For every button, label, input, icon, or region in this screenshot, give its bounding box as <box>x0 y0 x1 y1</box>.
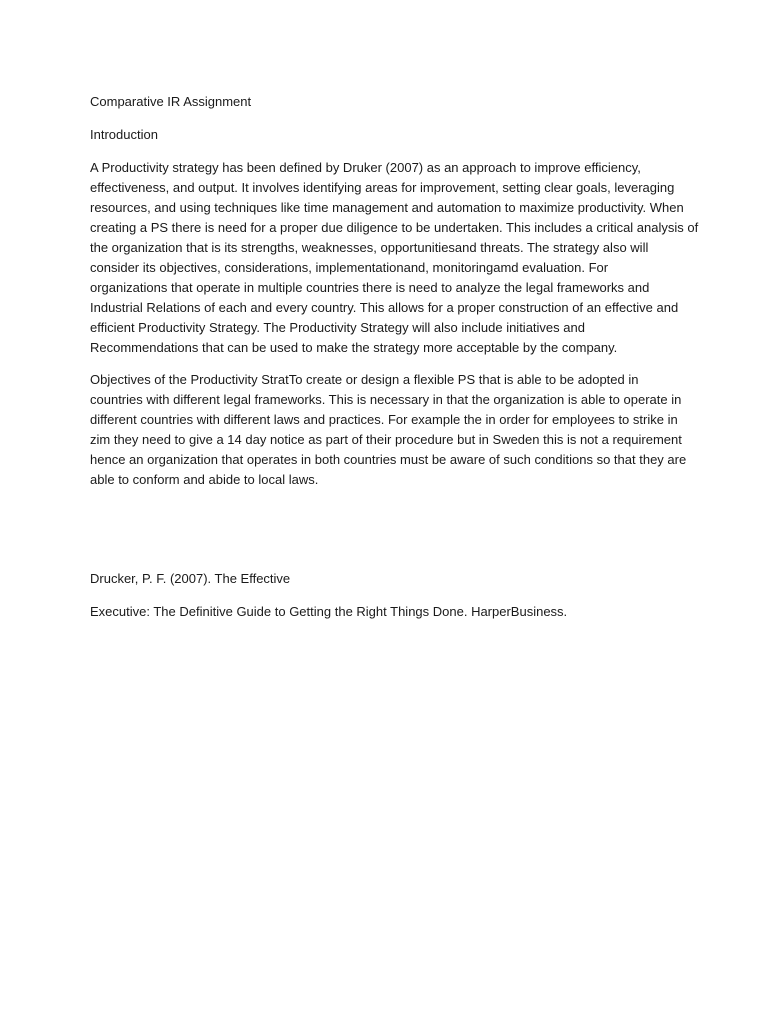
paragraph-line: Recommendations that can be used to make the strategy more acceptable by the company. <box>90 340 618 355</box>
paragraph-line: A Productivity strategy has been defined by Druker (2007) as an approach to improve efficiency, <box>90 160 641 175</box>
paragraph-line: the organization that is its strengths, weaknesses, opportunitiesand threats. The strategy also will <box>90 240 649 255</box>
paragraph-line: Industrial Relations of each and every country. This allows for a proper construction of an effective and <box>90 300 679 315</box>
paragraph-line: able to conform and abide to local laws. <box>90 472 319 487</box>
reference-line: Executive: The Definitive Guide to Getting the Right Things Done. HarperBusiness. <box>90 604 568 619</box>
section-heading <box>90 125 682 145</box>
paragraph-line: different countries with different laws and practices. For example the in order for employees to strike in <box>90 412 678 427</box>
paragraph-line: hence an organization that operates in both countries must be aware of such conditions so that they are <box>90 452 687 467</box>
reference-line: Drucker, P. F. (2007). The Effective <box>90 571 291 586</box>
paragraph-objectives <box>90 370 687 490</box>
paragraph-line: resources, and using techniques like time management and automation to maximize productivity. When <box>90 200 684 215</box>
document-title-text: Comparative IR Assignment <box>90 94 252 109</box>
section-heading-text: Introduction <box>90 127 158 142</box>
document-title <box>90 92 682 112</box>
paragraph-line: creating a PS there is need for a proper due diligence to be undertaken. This includes a critical analysis of <box>90 220 699 235</box>
reference-entry-continued <box>90 602 682 622</box>
paragraph-line: efficient Productivity Strategy. The Productivity Strategy will also include initiatives and <box>90 320 585 335</box>
paragraph-line: countries with different legal frameworks. This is necessary in that the organization is able to operate in <box>90 392 682 407</box>
paragraph-introduction <box>90 158 699 358</box>
reference-entry <box>90 569 682 589</box>
paragraph-line: Objectives of the Productivity StratTo create or design a flexible PS that is able to be adopted in <box>90 372 639 387</box>
paragraph-line: zim they need to give a 14 day notice as part of their procedure but in Sweden this is not a requirement <box>90 432 682 447</box>
paragraph-line: effectiveness, and output. It involves identifying areas for improvement, setting clear goals, leveraging <box>90 180 675 195</box>
paragraph-line: organizations that operate in multiple countries there is need to analyze the legal frameworks and <box>90 280 650 295</box>
paragraph-line: consider its objectives, considerations, implementationand, monitoringamd evaluation. For <box>90 260 609 275</box>
